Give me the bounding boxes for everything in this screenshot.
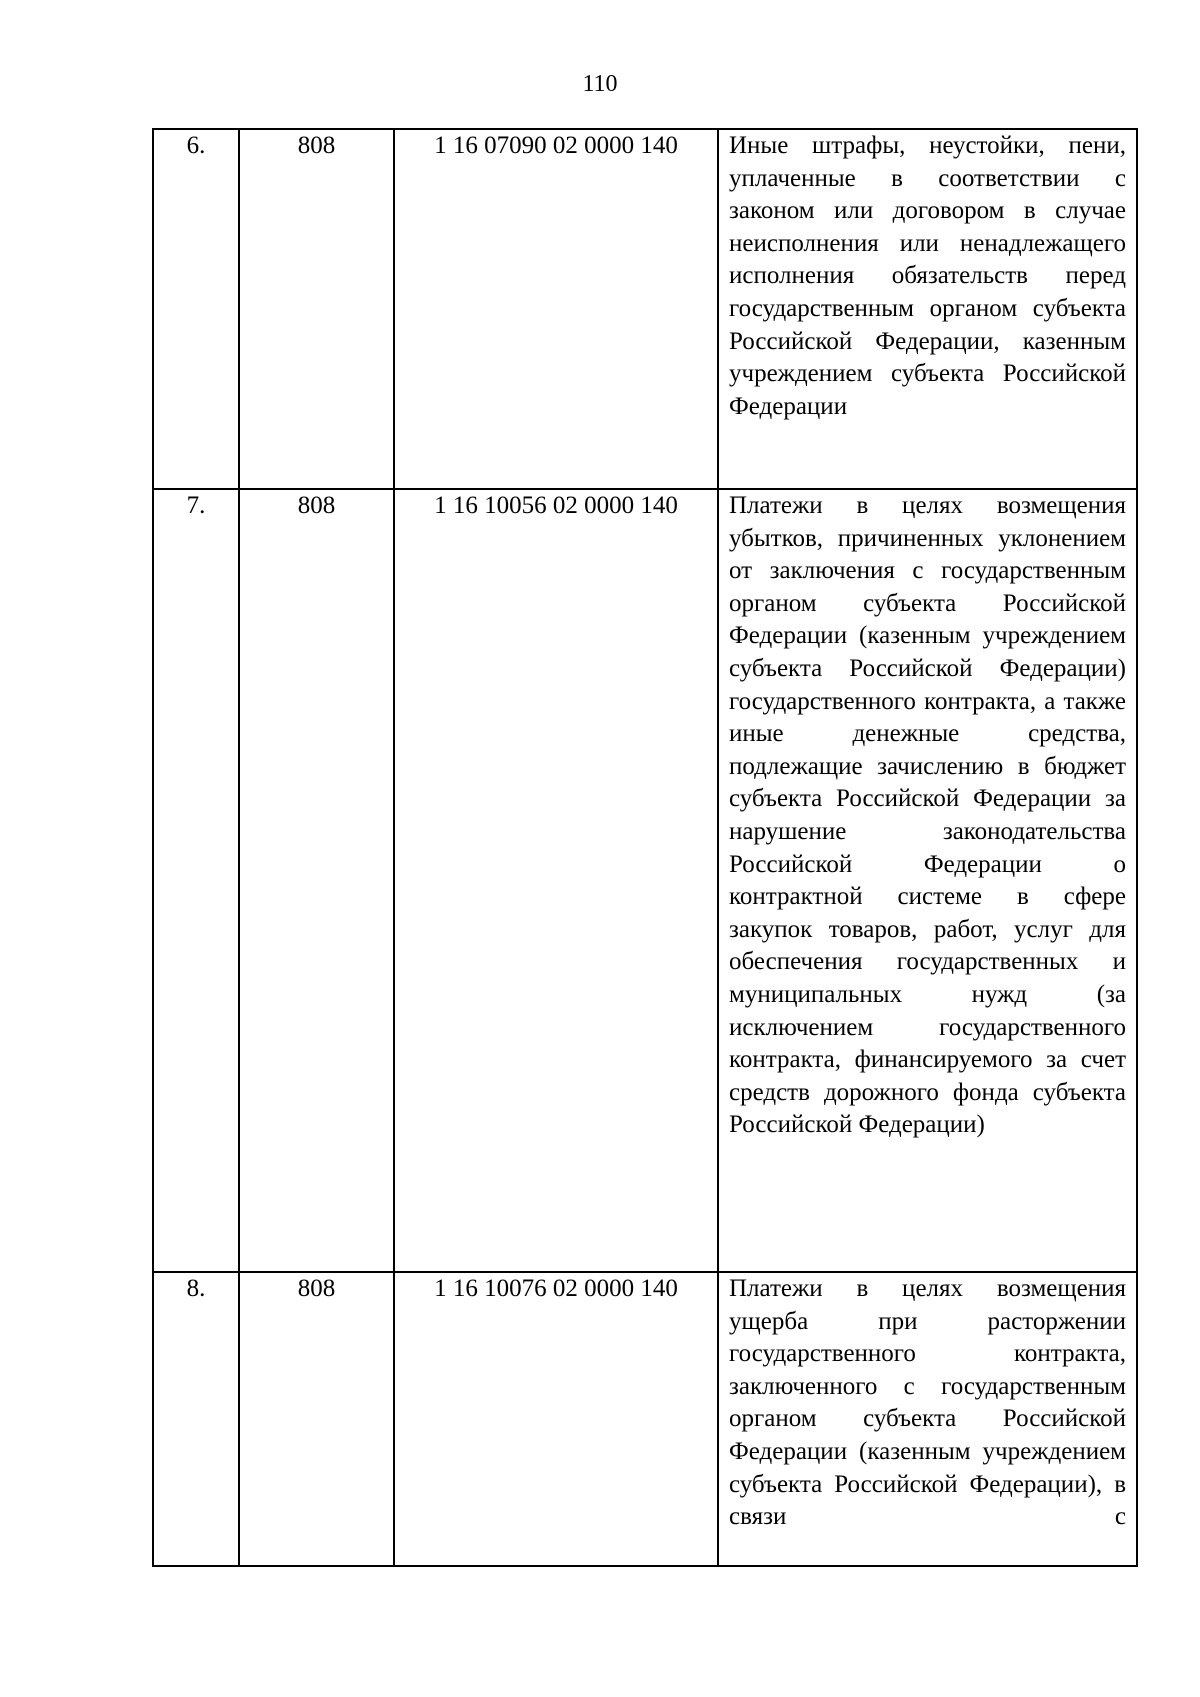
revenue-description-cell: Платежи в целях возмещения ущерба при расторжении государственного контракта, заключенного с государственным органом субъекта Российской Федерации (казенным учреждением субъекта Российской Федерации), в связи с bbox=[718, 1272, 1137, 1566]
administrator-code-cell: 808 bbox=[239, 489, 394, 1272]
row-number-cell: 8. bbox=[153, 1272, 239, 1566]
table-row bbox=[153, 129, 1137, 489]
budget-classification-code-cell: 1 16 10076 02 0000 140 bbox=[394, 1272, 718, 1566]
table-row bbox=[153, 489, 1137, 1272]
budget-classification-code-cell: 1 16 07090 02 0000 140 bbox=[394, 129, 718, 489]
administrator-code-cell: 808 bbox=[239, 129, 394, 489]
row-number-cell: 6. bbox=[153, 129, 239, 489]
page-number: 110 bbox=[582, 71, 618, 97]
revenue-description-cell: Иные штрафы, неустойки, пени, уплаченные в соответствии с законом или договором в случае неисполнения или ненадлежащего исполнения обязательств перед государственным органом субъекта Российской Федерации, казенным учреждением субъекта Российской Федерации bbox=[718, 129, 1137, 489]
row-number-cell: 7. bbox=[153, 489, 239, 1272]
budget-revenue-table bbox=[152, 128, 1138, 1567]
administrator-code-cell: 808 bbox=[239, 1272, 394, 1566]
table-row bbox=[153, 1272, 1137, 1566]
revenue-description-cell: Платежи в целях возмещения убытков, причиненных уклонением от заключения с государственным органом субъекта Российской Федерации (казенным учреждением субъекта Российской Федерации) государственного контракта, а также иные денежные средства, подлежащие зачислению в бюджет субъекта Российской Федерации за нарушение законодательства Российской Федерации о контрактной системе в сфере закупок товаров, работ, услуг для обеспечения государственных и муниципальных нужд (за исключением государственного контракта, финансируемого за счет средств дорожного фонда субъекта Российской Федерации) bbox=[718, 489, 1137, 1272]
budget-classification-code-cell: 1 16 10056 02 0000 140 bbox=[394, 489, 718, 1272]
